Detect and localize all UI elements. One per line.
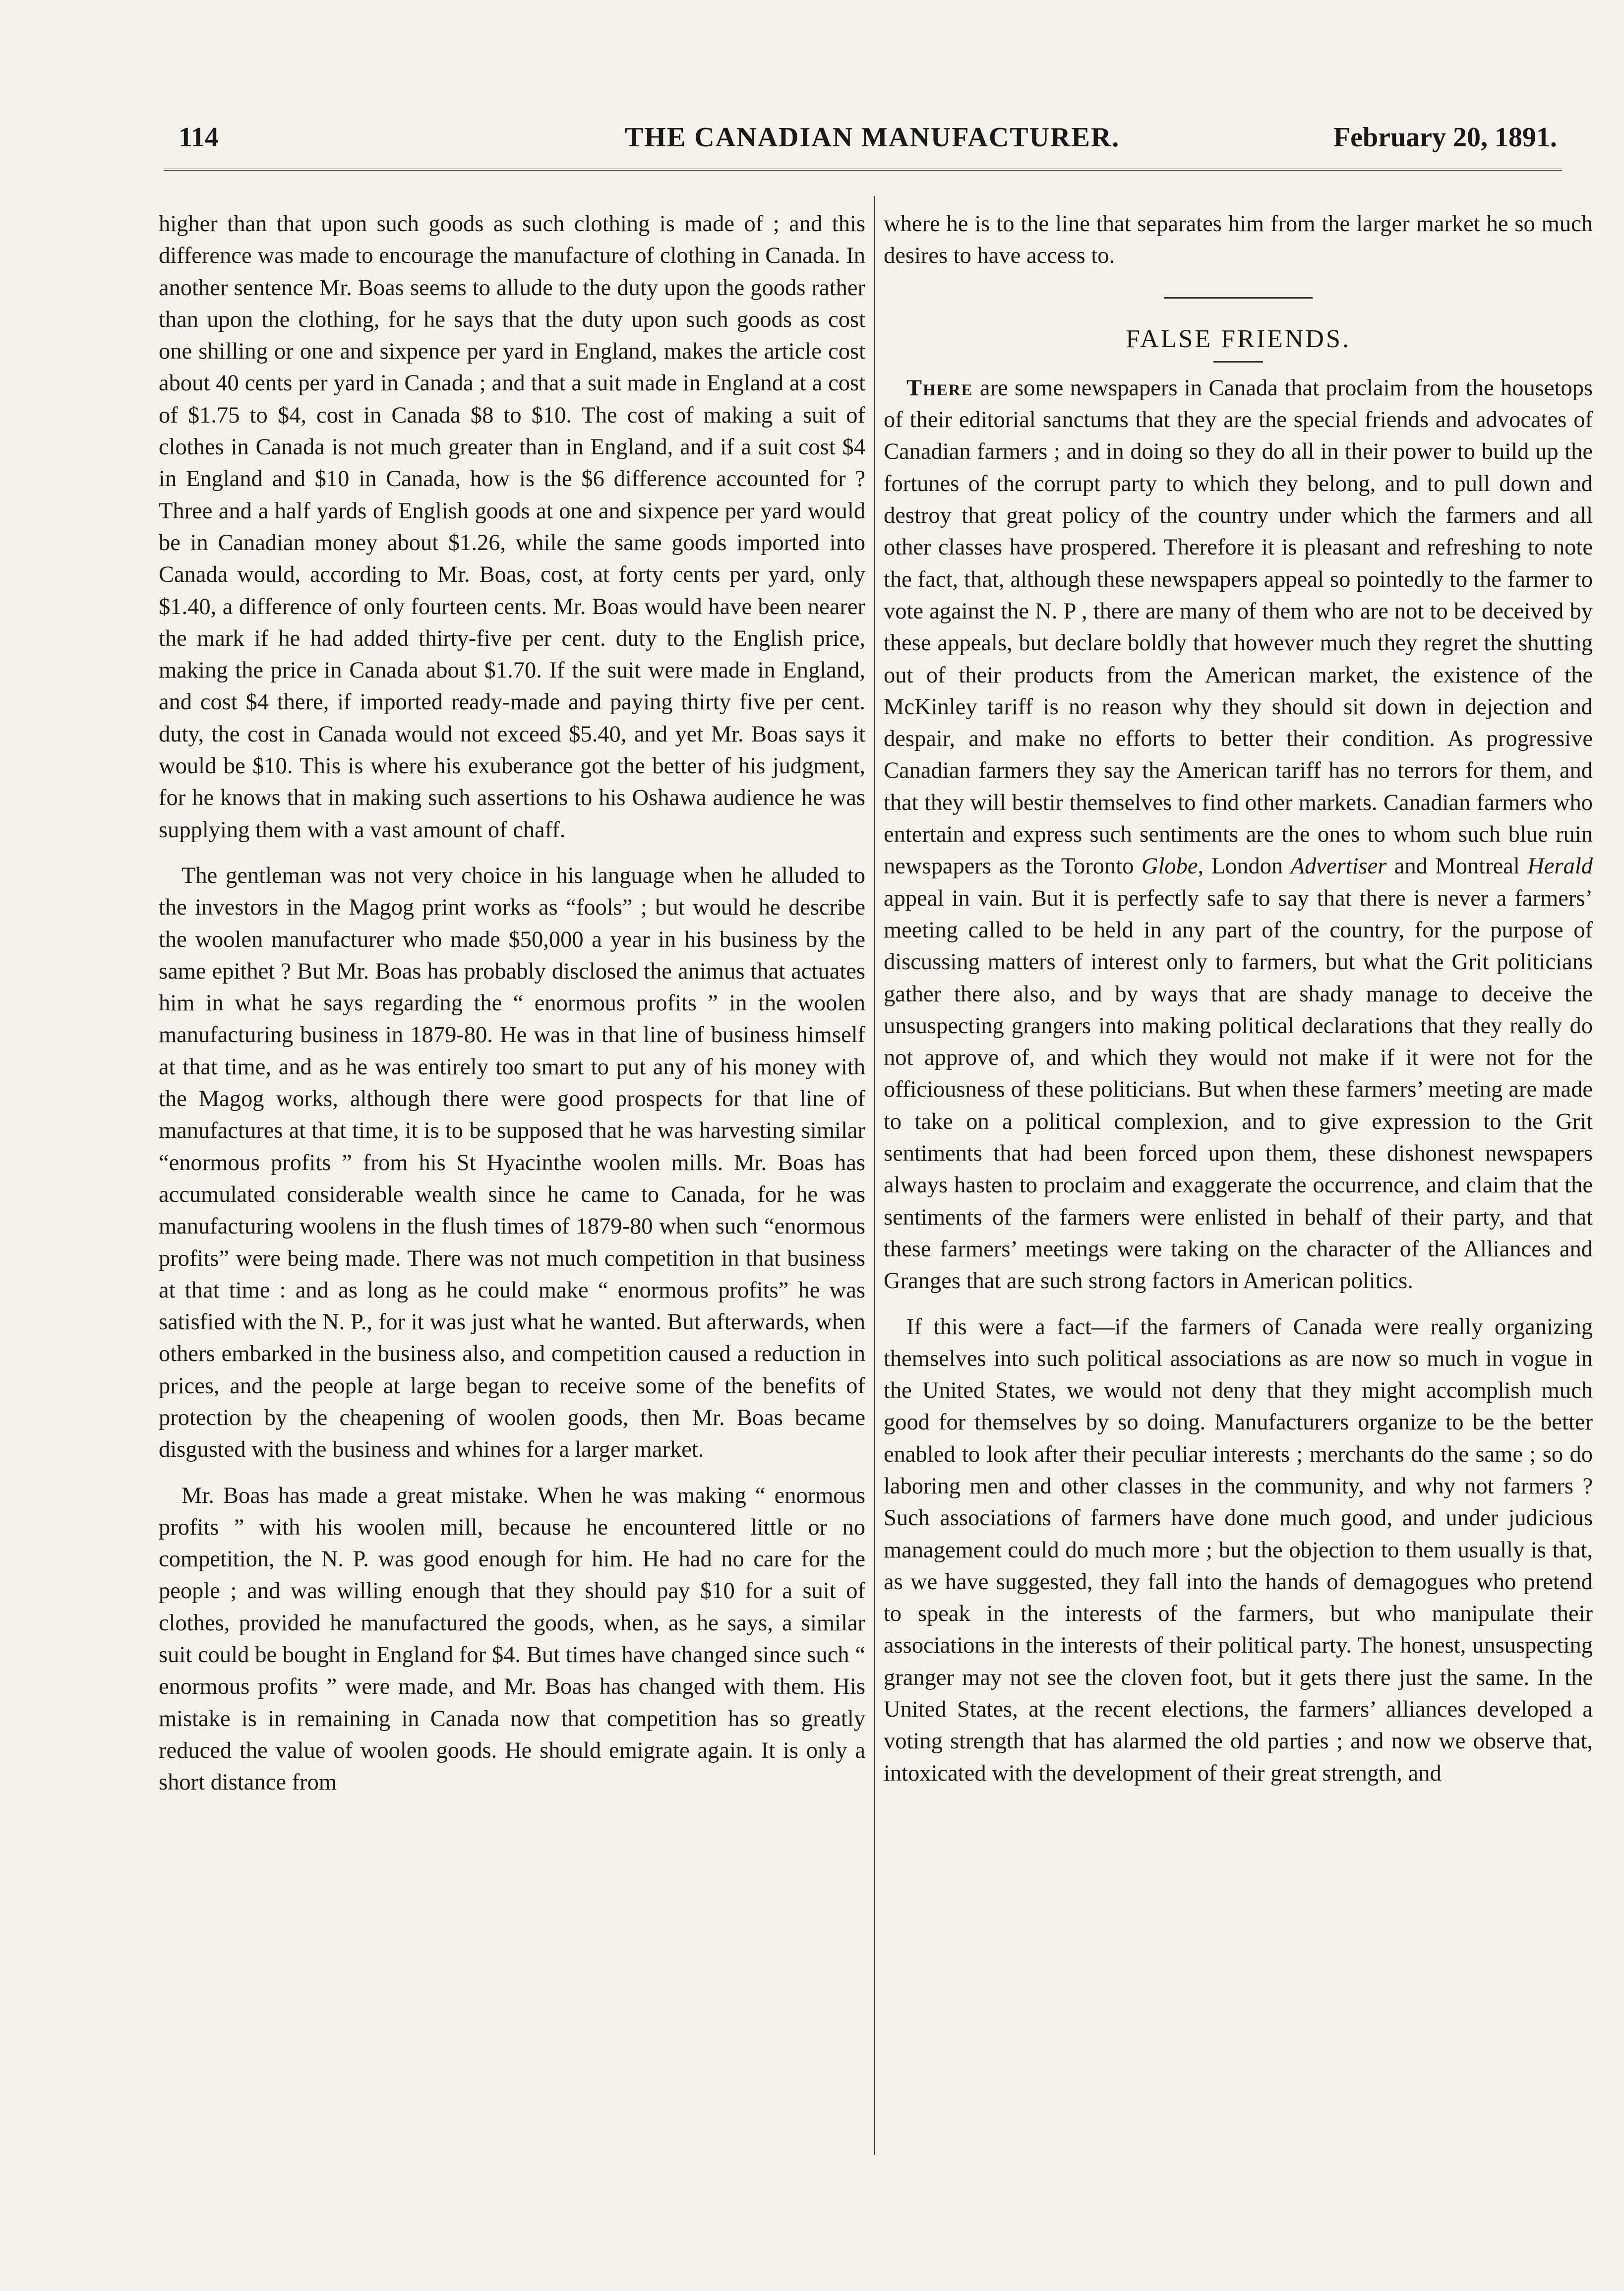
right-paragraph-1-part-c: and Montreal: [1386, 854, 1528, 879]
lead-word: There: [906, 375, 973, 401]
right-paragraph-2: If this were a fact—if the farmers of Canada were really organizing themselves into such political associations as are now so much in vogue in the United States, we would not deny that they might accomplish much good for themselves by so doing. Manufacturers organize to be the better enabled to look after their peculiar interests ; merchants do the same ; so do laboring men and other classes in the community, and why not farmers ? Such associations of farmers have done much good, and under judicious management could do much more ; but the objection to them usually is that, as we have suggested, they fall into the hands of demagogues who pretend to speak in the interests of the farmers, but who manipulate their associations in the interests of their political party. The honest, unsuspecting granger may not see the cloven foot, but it gets there just the same. In the United States, at the recent elections, the farmers’ alliances developed a voting strength that has alarmed the old parties ; and now we observe that, intoxicated with the development of their great strength, and: [884, 1314, 1593, 1786]
advertiser-title: Advertiser: [1290, 854, 1387, 879]
left-paragraph-2: The gentleman was not very choice in his language when he alluded to the investors in the Magog print works as “fools” ; but would he describe the woolen manufacturer who made $50,000 a year in his business by the same epithet ? But Mr. Boas has probably disclosed the animus that actuates him in what he says regarding the “ enormous profits ” in the woolen manufacturing business in 1879-80. He was in that line of business himself at that time, and as he was entirely too smart to put any of his money with the Magog works, although there were good prospects for that line of manufactures at that time, it is to be supposed that he was harvesting similar “enormous profits ” from his St Hyacinthe woolen mills. Mr. Boas has accumulated considerable wealth since he came to Canada, for he was manufacturing woolens in the flush times of 1879-80 when such “enormous profits” were being made. There was not much competition in that business at that time : and as long as he could make “ enormous profits” he was satisfied with the N. P., for it was just what he wanted. But afterwards, when others embarked in the business also, and competition caused a reduction in prices, and the people at large began to receive some of the benefits of protection by the cheapening of woolen goods, then Mr. Boas became disgusted with the business and whines for a larger market.: [159, 863, 865, 1463]
herald-title: Herald: [1527, 854, 1593, 879]
article-headline: FALSE FRIENDS.: [1126, 324, 1351, 353]
right-paragraph-1-part-a: are some newspapers in Canada that proclaim from the housetops of their editorial sanctums that they are the special friends and advocates of Canadian farmers ; and in doing so they do all in their power to build up the fortunes of the corrupt party to which they belong, and to pull down and destroy that great policy of the country under which the farmers and all other classes have prospered. Therefore it is pleasant and refreshing to note the fact, that, although these newspapers appeal so pointedly to the farmer to vote against the N. P , there are many of them who are not to be deceived by these appeals, but declare boldly that however much they regret the shutting out of their products from the American market, the existence of the McKinley tariff is no reason why they should sit down in dejection and despair, and make no efforts to better their condition. As progressive Canadian farmers they say the American tariff has no terrors for them, and that they will bestir themselves to find other markets. Canadian farmers who entertain and express such sentiments are the ones to whom such blue ruin newspapers as the Toronto: [884, 375, 1593, 879]
left-column: [159, 208, 865, 1813]
section-divider: [1164, 297, 1313, 299]
header-rule: [164, 169, 1562, 171]
right-paragraph-0: where he is to the line that separates him from the larger market he so much desires to have access to.: [884, 211, 1593, 269]
left-paragraph-3: Mr. Boas has made a great mistake. When he was making “ enormous profits ” with his woolen mill, because he encountered little or no competition, the N. P. was good enough for him. He had no care for the people ; and was willing enough that they should pay $10 for a suit of clothes, provided he manufactured the goods, when, as he says, a similar suit could be bought in England for $4. But times have changed since such “ enormous profits ” were made, and Mr. Boas has changed with them. His mistake is in remaining in Canada now that competition has so greatly reduced the value of woolen goods. He should emigrate again. It is only a short distance from: [159, 1483, 865, 1796]
left-paragraph-1: higher than that upon such goods as such clothing is made of ; and this difference was made to encourage the manufacture of clothing in Canada. In another sentence Mr. Boas seems to allude to the duty upon the goods rather than upon the clothing, for he says that the duty upon such goods as cost one shilling or one and sixpence per yard in England, makes the article cost about 40 cents per yard in Canada ; and that a suit made in England at a cost of $1.75 to $4, cost in Canada $8 to $10. The cost of making a suit of clothes in Canada is not much greater than in England, and if a suit cost $4 in England and $10 in Canada, how is the $6 difference accounted for ? Three and a half yards of English goods at one and sixpence per yard would be in Canadian money about $1.26, while the same goods imported into Canada would, according to Mr. Boas, cost, at forty cents per yard, only $1.40, a difference of only fourteen cents. Mr. Boas would have been nearer the mark if he had added thirty-five per cent. duty to the English price, making the price in Canada about $1.70. If the suit were made in England, and cost $4 there, if imported ready-made and paying thirty five per cent. duty, the cost in Canada would not exceed $5.40, and yet Mr. Boas says it would be $10. This is where his exuberance got the better of his judgment, for he knows that in making such assertions to his Oshawa audience he was supplying them with a vast amount of chaff.: [159, 211, 865, 843]
right-paragraph-1-part-b: , London: [1198, 854, 1291, 879]
globe-title: Globe: [1141, 854, 1198, 879]
right-paragraph-1-part-d: appeal in vain. But it is perfectly safe to say that there is never a farmers’ meeting called to be held in any part of the country, for the purpose of discussing matters of interest only to farmers, but what the Grit politicians gather there also, and by ways that are shady manage to deceive the unsuspecting grangers into making political declarations that they really do not approve of, and which they would not make if it were not for the officiousness of these politicians. But when these farmers’ meeting are made to take on a political complexion, and to give expression to the Grit sentiments that had been forced upon them, these dishonest newspapers always hasten to proclaim and exaggerate the occurrence, and claim that the sentiments of the farmers were enlisted in behalf of their party, and that these farmers’ meetings were taking on the character of the Alliances and Granges that are such strong factors in American politics.: [884, 885, 1593, 1294]
page-header: [179, 122, 1567, 161]
page-number: 114: [179, 122, 219, 153]
publication-title: THE CANADIAN MANUFACTURER.: [625, 122, 1120, 153]
headline-rule: [1213, 361, 1263, 363]
issue-date: February 20, 1891.: [1333, 122, 1557, 153]
column-divider: [874, 196, 875, 2155]
right-paragraph-1: [884, 372, 1593, 1298]
right-column: [884, 208, 1593, 1803]
